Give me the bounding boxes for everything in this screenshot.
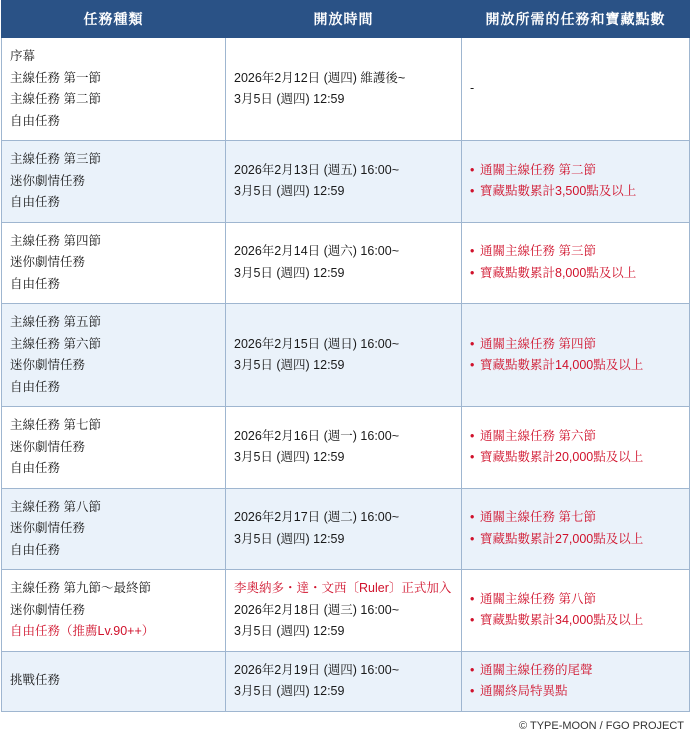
table-row bbox=[2, 222, 690, 304]
cell-open-time bbox=[226, 141, 462, 223]
quest-type-line: 主線任務 第三節 bbox=[10, 152, 101, 166]
cell-quest-type bbox=[2, 570, 226, 652]
table-header bbox=[2, 1, 690, 38]
cell-requirements bbox=[462, 222, 690, 304]
requirement-line: • 寶藏點數累計34,000點及以上 bbox=[470, 610, 681, 632]
requirement-line: • 通關主線任務 第三節 bbox=[470, 241, 681, 263]
cell-requirements bbox=[462, 304, 690, 407]
copyright-footer: © TYPE-MOON / FGO PROJECT bbox=[519, 719, 684, 732]
open-time-line: 3月5日 (週四) 12:59 bbox=[234, 684, 345, 698]
quest-schedule-table bbox=[1, 0, 690, 712]
cell-requirements bbox=[462, 407, 690, 489]
open-time-line: 2026年2月15日 (週日) 16:00~ bbox=[234, 336, 400, 351]
quest-type-line: 迷你劇情任務 bbox=[10, 358, 86, 372]
requirement-line: • 通關主線任務的尾聲 bbox=[470, 660, 681, 682]
quest-type-line: 自由任務 bbox=[10, 542, 61, 557]
quest-type-line: 序幕 bbox=[10, 49, 36, 63]
cell-open-time bbox=[226, 222, 462, 304]
open-time-line: 3月5日 (週四) 12:59 bbox=[234, 184, 345, 199]
open-time-line: 3月5日 (週四) 12:59 bbox=[234, 450, 345, 465]
quest-type-line: 主線任務 第五節 bbox=[10, 315, 101, 329]
cell-requirements bbox=[462, 651, 690, 711]
header-quest-type: 任務種類 bbox=[2, 1, 226, 38]
quest-type-line: 自由任務 bbox=[10, 195, 61, 209]
header-row bbox=[2, 1, 690, 38]
cell-open-time bbox=[226, 488, 462, 570]
quest-type-line: 主線任務 第二節 bbox=[10, 92, 101, 106]
table-row bbox=[2, 488, 690, 570]
open-time-line: 2026年2月14日 (週六) 16:00~ bbox=[234, 244, 400, 259]
cell-requirements bbox=[462, 570, 690, 652]
quest-type-line: 迷你劇情任務 bbox=[10, 602, 86, 617]
quest-type-line: 挑戰任務 bbox=[10, 673, 61, 688]
cell-quest-type bbox=[2, 222, 226, 304]
open-time-line: 2026年2月18日 (週三) 16:00~ bbox=[234, 602, 400, 617]
quest-type-line: 主線任務 第六節 bbox=[10, 336, 101, 351]
cell-requirements bbox=[462, 38, 690, 141]
requirement-line: • 寶藏點數累計3,500點及以上 bbox=[470, 181, 681, 203]
quest-type-line: 自由任務 bbox=[10, 379, 61, 394]
header-requirements: 開放所需的任務和寶藏點數 bbox=[462, 1, 690, 38]
requirement-line: - bbox=[470, 81, 475, 96]
table-row bbox=[2, 651, 690, 711]
cell-open-time bbox=[226, 304, 462, 407]
open-time-line: 3月5日 (週四) 12:59 bbox=[234, 265, 345, 280]
header-open-time: 開放時間 bbox=[226, 1, 462, 38]
cell-open-time bbox=[226, 651, 462, 711]
requirement-line: • 通關主線任務 第二節 bbox=[470, 160, 681, 182]
open-time-line: 2026年2月16日 (週一) 16:00~ bbox=[234, 428, 400, 443]
quest-type-line: 主線任務 第四節 bbox=[10, 233, 101, 248]
requirement-line: • 寶藏點數累計8,000點及以上 bbox=[470, 263, 681, 285]
quest-type-line: 迷你劇情任務 bbox=[10, 255, 86, 269]
cell-open-time bbox=[226, 407, 462, 489]
cell-quest-type bbox=[2, 141, 226, 223]
quest-type-line: 自由任務 bbox=[10, 461, 61, 475]
cell-open-time bbox=[226, 38, 462, 141]
cell-quest-type bbox=[2, 304, 226, 407]
table-row bbox=[2, 38, 690, 141]
cell-quest-type bbox=[2, 38, 226, 141]
quest-type-line: 自由任務 bbox=[10, 276, 61, 291]
quest-type-line: 自由任務（推薦Lv.90++） bbox=[10, 624, 155, 638]
table-row bbox=[2, 304, 690, 407]
table-row bbox=[2, 570, 690, 652]
cell-open-time bbox=[226, 570, 462, 652]
quest-type-line: 主線任務 第一節 bbox=[10, 70, 101, 85]
quest-type-line: 主線任務 第九節～最終節 bbox=[10, 581, 151, 595]
table-row bbox=[2, 141, 690, 223]
open-time-line: 2026年2月13日 (週五) 16:00~ bbox=[234, 162, 400, 177]
requirement-line: • 通關主線任務 第七節 bbox=[470, 507, 681, 529]
table-body bbox=[2, 38, 690, 712]
open-time-line: 3月5日 (週四) 12:59 bbox=[234, 531, 345, 546]
quest-type-line: 迷你劇情任務 bbox=[10, 173, 86, 188]
quest-type-line: 自由任務 bbox=[10, 113, 61, 128]
open-time-line: 3月5日 (週四) 12:59 bbox=[234, 624, 345, 638]
requirement-line: • 通關主線任務 第六節 bbox=[470, 426, 681, 448]
table-row bbox=[2, 407, 690, 489]
requirement-line: • 通關主線任務 第八節 bbox=[470, 589, 681, 611]
open-time-line: 3月5日 (週四) 12:59 bbox=[234, 92, 345, 106]
cell-quest-type bbox=[2, 407, 226, 489]
requirement-line: • 寶藏點數累計27,000點及以上 bbox=[470, 529, 681, 551]
requirement-line: • 通關主線任務 第四節 bbox=[470, 334, 681, 356]
cell-quest-type bbox=[2, 488, 226, 570]
quest-type-line: 迷你劇情任務 bbox=[10, 439, 86, 454]
requirement-line: • 寶藏點數累計20,000點及以上 bbox=[470, 447, 681, 469]
open-time-line: 2026年2月17日 (週二) 16:00~ bbox=[234, 510, 400, 525]
quest-type-line: 迷你劇情任務 bbox=[10, 521, 86, 535]
open-time-line: 2026年2月12日 (週四) 維護後~ bbox=[234, 70, 406, 85]
open-time-line: 3月5日 (週四) 12:59 bbox=[234, 358, 345, 372]
time-highlight-note: 李奧納多・達・文西〔Ruler〕正式加入 bbox=[234, 581, 452, 595]
requirement-line: • 通關終局特異點 bbox=[470, 681, 681, 703]
requirement-line: • 寶藏點數累計14,000點及以上 bbox=[470, 355, 681, 377]
cell-quest-type bbox=[2, 651, 226, 711]
open-time-line: 2026年2月19日 (週四) 16:00~ bbox=[234, 662, 400, 677]
quest-type-line: 主線任務 第七節 bbox=[10, 418, 101, 432]
cell-requirements bbox=[462, 141, 690, 223]
quest-type-line: 主線任務 第八節 bbox=[10, 499, 101, 514]
cell-requirements bbox=[462, 488, 690, 570]
